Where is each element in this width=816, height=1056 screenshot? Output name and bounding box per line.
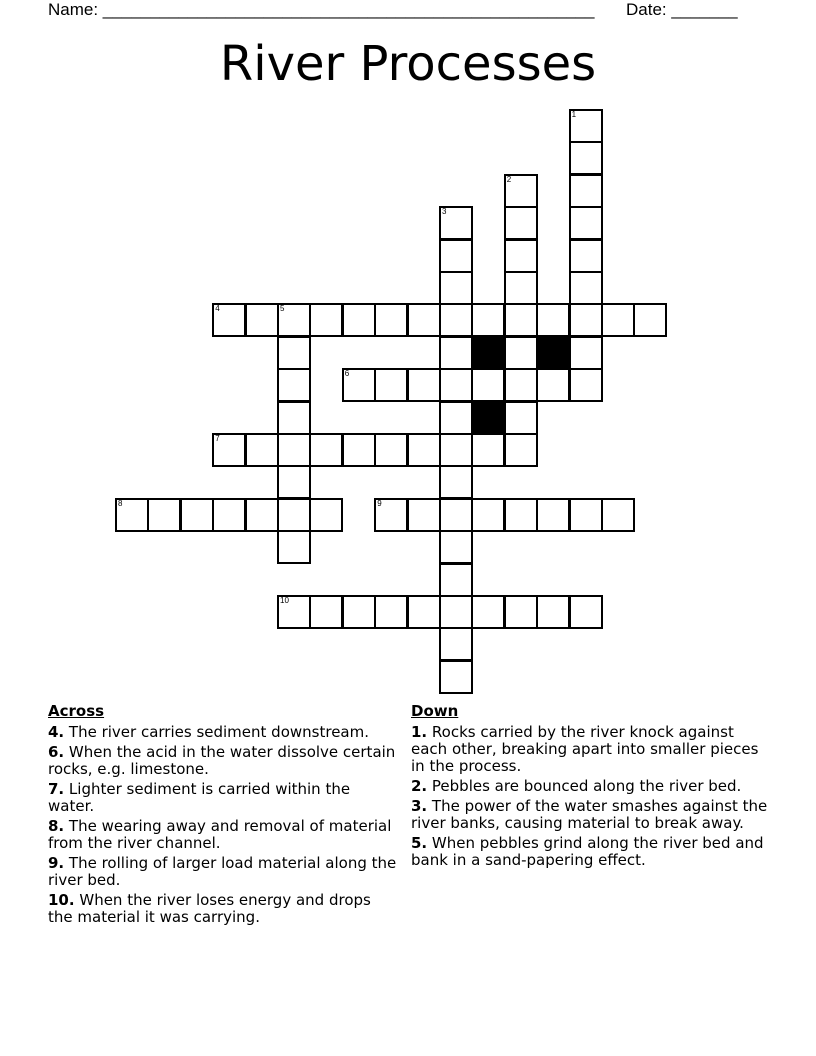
- crossword-cell[interactable]: [277, 368, 311, 402]
- crossword-cell[interactable]: [633, 303, 667, 337]
- crossword-cell[interactable]: [504, 206, 538, 240]
- crossword-cell[interactable]: [245, 303, 279, 337]
- crossword-cell[interactable]: [374, 433, 408, 467]
- crossword-cell[interactable]: [504, 498, 538, 532]
- crossword-cell[interactable]: [504, 271, 538, 305]
- crossword-cell[interactable]: [277, 433, 311, 467]
- crossword-cell[interactable]: [536, 303, 570, 337]
- crossword-cell[interactable]: [439, 206, 473, 240]
- crossword-cell[interactable]: [277, 498, 311, 532]
- crossword-cell[interactable]: [407, 433, 441, 467]
- crossword-cell[interactable]: [569, 109, 603, 143]
- crossword-cell[interactable]: [342, 303, 376, 337]
- crossword-cell[interactable]: [471, 498, 505, 532]
- down-heading: Down: [411, 702, 459, 720]
- crossword-cell[interactable]: [439, 239, 473, 273]
- crossword-cell[interactable]: [536, 368, 570, 402]
- crossword-cell[interactable]: [569, 368, 603, 402]
- crossword-cell[interactable]: [439, 401, 473, 435]
- clue-across-4: 4. The river carries sediment downstream.: [48, 723, 369, 741]
- crossword-block: [471, 401, 505, 435]
- name-date-line: [48, 0, 738, 20]
- crossword-cell[interactable]: [147, 498, 181, 532]
- clue-across-8: 8. The wearing away and removal of material from the river channel.: [48, 817, 392, 852]
- clue-down-3: 3. The power of the water smashes against the river banks, causing material to break away.: [411, 797, 768, 832]
- crossword-block: [471, 336, 505, 370]
- clue-number: 4: [215, 304, 220, 314]
- crossword-cell[interactable]: [245, 433, 279, 467]
- crossword-cell[interactable]: [407, 595, 441, 629]
- crossword-cell[interactable]: [115, 498, 149, 532]
- crossword-cell[interactable]: [504, 336, 538, 370]
- crossword-cell[interactable]: [439, 627, 473, 661]
- crossword-cell[interactable]: [277, 336, 311, 370]
- crossword-cell[interactable]: [569, 595, 603, 629]
- crossword-cell[interactable]: [601, 303, 635, 337]
- crossword-cell[interactable]: [374, 498, 408, 532]
- crossword-cell[interactable]: [471, 433, 505, 467]
- crossword-cell[interactable]: [439, 563, 473, 597]
- clue-number: 9: [377, 498, 382, 508]
- clue-number: 10: [280, 596, 289, 605]
- crossword-cell[interactable]: [439, 336, 473, 370]
- crossword-cell[interactable]: [569, 303, 603, 337]
- crossword-cell[interactable]: [504, 595, 538, 629]
- crossword-cell[interactable]: [212, 303, 246, 337]
- crossword-cell[interactable]: [277, 530, 311, 564]
- crossword-cell[interactable]: [504, 433, 538, 467]
- crossword-cell[interactable]: [309, 303, 343, 337]
- clue-across-7: 7. Lighter sediment is carried within the water.: [48, 780, 351, 815]
- crossword-cell[interactable]: [439, 433, 473, 467]
- crossword-cell[interactable]: [374, 595, 408, 629]
- clue-number: 3: [442, 207, 447, 217]
- clue-across-9: 9. The rolling of larger load material along the river bed.: [48, 854, 397, 889]
- crossword-cell[interactable]: [536, 595, 570, 629]
- crossword-cell[interactable]: [439, 271, 473, 305]
- crossword-cell[interactable]: [309, 595, 343, 629]
- crossword-cell[interactable]: [569, 141, 603, 175]
- name-field[interactable]: Name: ____________________________________________________: [48, 0, 595, 19]
- clue-down-2: 2. Pebbles are bounced along the river bed.: [411, 777, 742, 795]
- crossword-cell[interactable]: [439, 530, 473, 564]
- crossword-cell[interactable]: [342, 595, 376, 629]
- crossword-cell[interactable]: [439, 465, 473, 499]
- down-clue-list: [411, 724, 771, 869]
- clue-across-6: 6. When the acid in the water dissolve certain rocks, e.g. limestone.: [48, 743, 396, 778]
- crossword-cell[interactable]: [569, 239, 603, 273]
- crossword-cell[interactable]: [504, 401, 538, 435]
- crossword-cell[interactable]: [504, 239, 538, 273]
- crossword-cell[interactable]: [569, 206, 603, 240]
- clue-down-5: 5. When pebbles grind along the river bed and bank in a sand-papering effect.: [411, 834, 764, 869]
- crossword-cell[interactable]: [504, 174, 538, 208]
- crossword-block: [536, 336, 570, 370]
- crossword-cell[interactable]: [439, 303, 473, 337]
- crossword-cell[interactable]: [439, 595, 473, 629]
- crossword-cell[interactable]: [569, 498, 603, 532]
- crossword-cell[interactable]: [536, 498, 570, 532]
- date-field[interactable]: Date: _______: [626, 0, 738, 19]
- crossword-cell[interactable]: [569, 174, 603, 208]
- crossword-cell[interactable]: [439, 368, 473, 402]
- crossword-cell[interactable]: [504, 303, 538, 337]
- crossword-cell[interactable]: [245, 498, 279, 532]
- clue-number: 8: [118, 498, 123, 508]
- crossword-cell[interactable]: [407, 303, 441, 337]
- across-clues: [48, 702, 398, 929]
- crossword-cell[interactable]: [180, 498, 214, 532]
- down-clues: [411, 702, 771, 872]
- crossword-cell[interactable]: [374, 368, 408, 402]
- crossword-cell[interactable]: [439, 660, 473, 694]
- crossword-cell[interactable]: [374, 303, 408, 337]
- crossword-cell[interactable]: [471, 595, 505, 629]
- clue-down-1: 1. Rocks carried by the river knock against each other, breaking apart into smaller pieces in the process.: [411, 723, 759, 775]
- crossword-cell[interactable]: [342, 368, 376, 402]
- clue-number: 7: [215, 434, 220, 443]
- crossword-cell[interactable]: [407, 368, 441, 402]
- crossword-cell[interactable]: [471, 368, 505, 402]
- crossword-cell[interactable]: [504, 368, 538, 402]
- crossword-cell[interactable]: [277, 401, 311, 435]
- clue-number: 2: [506, 174, 512, 184]
- clue-number: 1: [571, 110, 577, 119]
- crossword-cell[interactable]: [439, 498, 473, 532]
- page-title: River Processes: [219, 36, 597, 92]
- crossword-cell[interactable]: [569, 271, 603, 305]
- crossword-cell[interactable]: [212, 498, 246, 532]
- crossword-cell[interactable]: [212, 433, 246, 467]
- clue-across-10: 10. When the river loses energy and drops the material it was carrying.: [48, 891, 371, 926]
- crossword-cell[interactable]: [342, 433, 376, 467]
- clue-number: 6: [344, 369, 350, 379]
- across-heading: Across: [48, 702, 105, 720]
- crossword-cell[interactable]: [277, 303, 311, 337]
- crossword-cell[interactable]: [601, 498, 635, 532]
- crossword-cell[interactable]: [309, 433, 343, 467]
- crossword-cell[interactable]: [277, 465, 311, 499]
- crossword-cell[interactable]: [471, 303, 505, 337]
- crossword-cell[interactable]: [569, 336, 603, 370]
- across-clue-list: [48, 724, 398, 926]
- crossword-grid: [116, 110, 668, 694]
- crossword-cell[interactable]: [407, 498, 441, 532]
- clue-number: 5: [280, 304, 285, 314]
- crossword-cell[interactable]: [309, 498, 343, 532]
- crossword-cell[interactable]: [277, 595, 311, 629]
